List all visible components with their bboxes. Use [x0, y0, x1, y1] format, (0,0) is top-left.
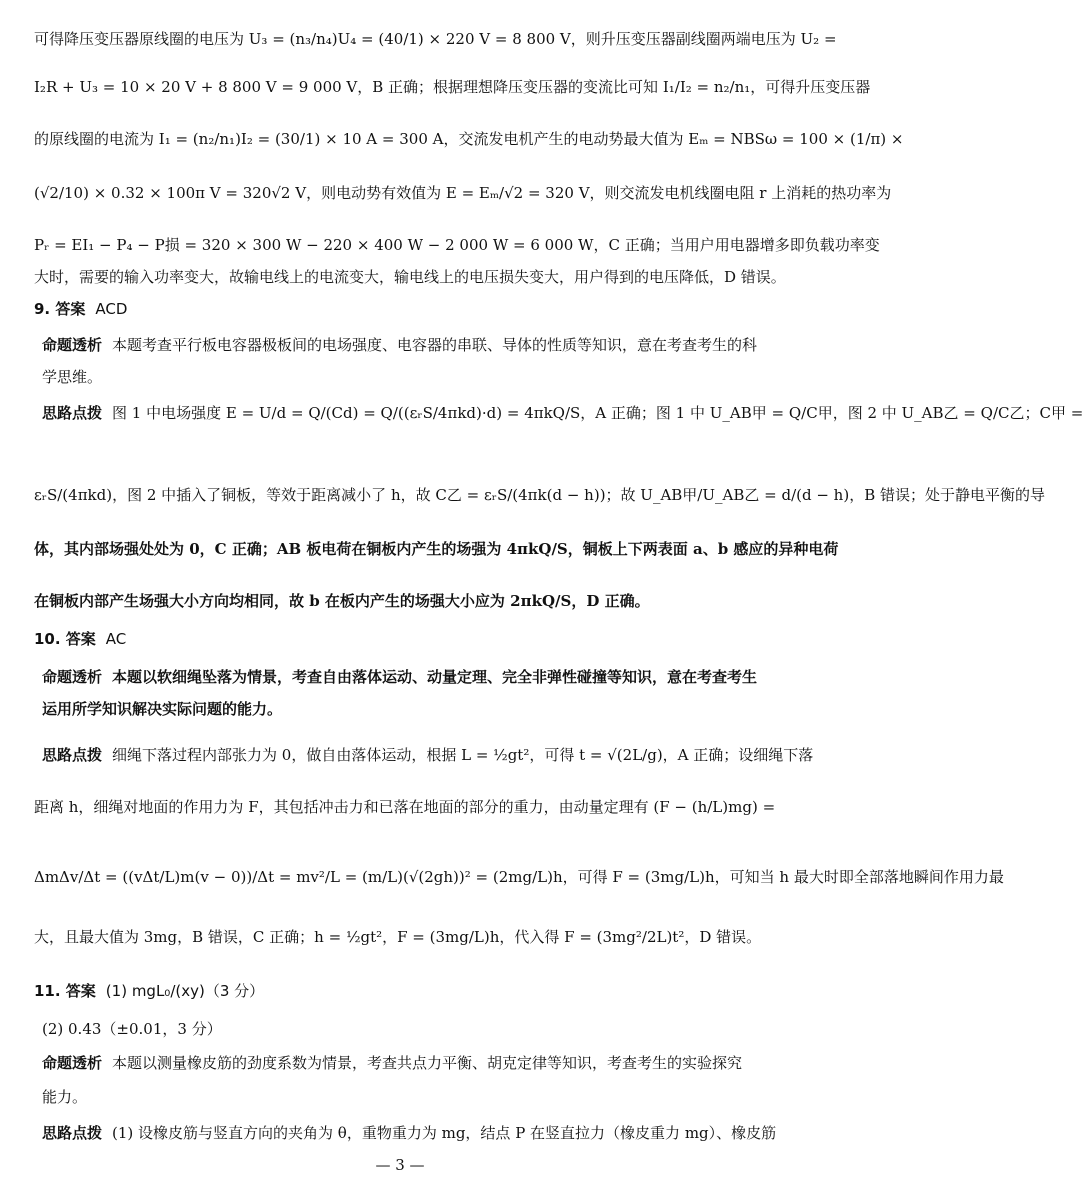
answer-value: (1) mgL₀/(xy)（3 分）: [105, 982, 265, 1000]
text-line: 大，且最大值为 3mg，B 错误，C 正确；h = ½gt²，F = (3mg/L)h，代入得 F = (3mg²/2L)t²，D 错误。: [34, 928, 762, 946]
answer-value: AC: [105, 630, 127, 648]
section-label: 思路点拨: [42, 404, 103, 422]
text-line: εᵣS/(4πkd)，图 2 中插入了铜板，等效于距离减小了 h，故 C乙 = εᵣS/(4πk(d − h))；故 U_AB甲/U_AB乙 = d/(d − h)，B 错误；处于静电平衡的导: [34, 486, 1045, 504]
section-label: 思路点拨: [42, 746, 103, 764]
answer-label: 9. 答案: [34, 300, 86, 318]
text-line: 命题透析 本题以软细绳坠落为情景，考查自由落体运动、动量定理、完全非弹性碰撞等知识，意在考查考生: [42, 668, 758, 686]
text-line: 思路点拨 (1) 设橡皮筋与竖直方向的夹角为 θ，重物重力为 mg，结点 P 在竖直拉力（橡皮重力 mg）、橡皮筋: [42, 1124, 777, 1142]
page-number: — 3 —: [375, 1156, 425, 1174]
text-line: 在铜板内部产生场强大小方向均相同，故 b 在板内产生的场强大小应为 2πkQ/S，D 正确。: [34, 592, 650, 610]
text-line: 运用所学知识解决实际问题的能力。: [42, 700, 283, 718]
text-line: I₂R + U₃ = 10 × 20 V + 8 800 V = 9 000 V，B 正确；根据理想降压变压器的变流比可知 I₁/I₂ = n₂/n₁，可得升压变压器: [34, 78, 871, 96]
section-label: 思路点拨: [42, 1124, 103, 1142]
text-line: 命题透析 本题考查平行板电容器极板间的电场强度、电容器的串联、导体的性质等知识，意在考查考生的科: [42, 336, 758, 354]
text-line: 命题透析 本题以测量橡皮筋的劲度系数为情景，考查共点力平衡、胡克定律等知识，考查考生的实验探究: [42, 1054, 743, 1072]
text-line: 的原线圈的电流为 I₁ = (n₂/n₁)I₂ = (30/1) × 10 A = 300 A，交流发电机产生的电动势最大值为 Eₘ = NBSω = 100 × (1/π) ×: [34, 130, 904, 148]
section-label: 命题透析: [42, 1054, 103, 1072]
text-line: 距离 h，细绳对地面的作用力为 F，其包括冲击力和已落在地面的部分的重力，由动量定理有 (F − (h/L)mg) =: [34, 798, 776, 816]
answer-value: ACD: [95, 300, 128, 318]
text-line: ΔmΔv/Δt = ((vΔt/L)m(v − 0))/Δt = mv²/L = (m/L)(√(2gh))² = (2mg/L)h，可得 F = (3mg/L)h，可知当 h 最大时即全部落地瞬间作用力最: [34, 868, 1004, 886]
text-line: 体，其内部场强处处为 0，C 正确；AB 板电荷在铜板内产生的场强为 4πkQ/S，铜板上下两表面 a、b 感应的异种电荷: [34, 540, 839, 558]
text-line: (√2/10) × 0.32 × 100π V = 320√2 V，则电动势有效值为 E = Eₘ/√2 = 320 V，则交流发电机线圈电阻 r 上消耗的热功率为: [34, 184, 892, 202]
section-label: 命题透析: [42, 336, 103, 354]
answer-heading-10: [34, 628, 780, 650]
text-line: 能力。: [42, 1088, 88, 1106]
text-line: 学思维。: [42, 368, 103, 386]
text-line: (2) 0.43（±0.01，3 分）: [42, 1020, 222, 1038]
text-line: 大时，需要的输入功率变大，故输电线上的电流变大，输电线上的电压损失变大，用户得到的电压降低，D 错误。: [34, 268, 786, 286]
text-line: Pᵣ = EI₁ − P₄ − P损 = 320 × 300 W − 220 × 400 W − 2 000 W = 6 000 W，C 正确；当用户用电器增多即负载功率变: [34, 236, 880, 254]
text-line: 思路点拨 图 1 中电场强度 E = U/d = Q/(Cd) = Q/((εᵣS/4πkd)·d) = 4πkQ/S，A 正确；图 1 中 U_AB甲 = Q/C甲，图 2 中 U_AB乙 = Q/C乙；C甲 =: [42, 404, 1083, 422]
text-line: 可得降压变压器原线圈的电压为 U₃ = (n₃/n₄)U₄ = (40/1) × 220 V = 8 800 V，则升压变压器副线圈两端电压为 U₂ =: [34, 30, 837, 48]
answer-heading-11: [34, 980, 780, 1002]
answer-label: 10. 答案: [34, 630, 96, 648]
answer-heading-9: [34, 298, 780, 320]
section-label: 命题透析: [42, 668, 103, 686]
text-line: 思路点拨 细绳下落过程内部张力为 0，做自由落体运动，根据 L = ½gt²，可得 t = √(2L/g)，A 正确；设细绳下落: [42, 746, 814, 764]
answer-label: 11. 答案: [34, 982, 96, 1000]
